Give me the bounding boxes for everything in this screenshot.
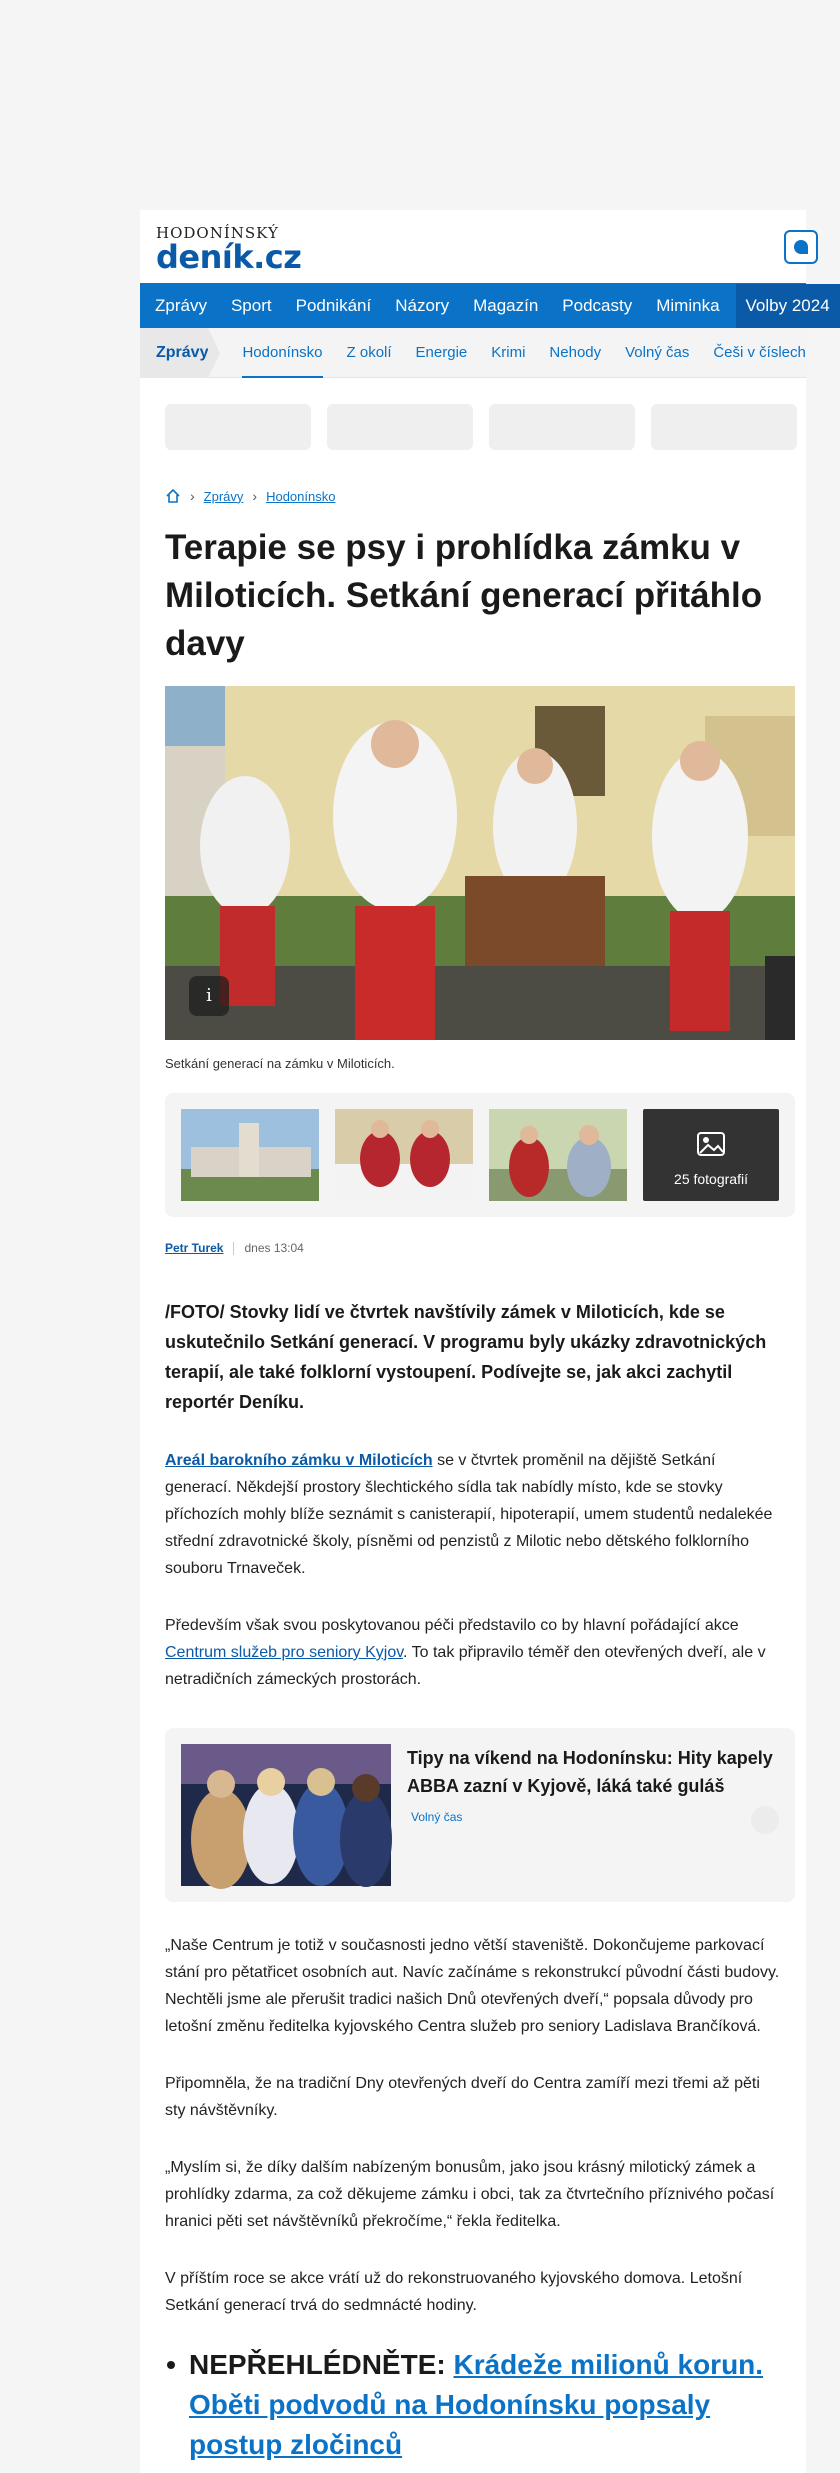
ad-slot [489, 404, 635, 450]
publish-time: dnes 13:04 [244, 1241, 304, 1255]
home-icon[interactable] [165, 488, 181, 504]
related-article-card[interactable] [165, 1728, 795, 1902]
article-paragraph [165, 1447, 781, 1582]
breadcrumb-zpravy[interactable]: Zprávy [203, 488, 244, 504]
article-paragraph: „Naše Centrum je totiž v současnosti jedno větší staveniště. Dokončujeme parkovací stání pro pětatřicet osobních aut. Navíc začínáme s rekonstrukcí původní části budovy. Nechtěli jsme ale přerušit tradici našich Dnů otevřených dveří,“ popsala důvody pro letošní změnu ředitelka kyjovského Centra služeb pro seniory Ladislava Brančíková. [165, 1937, 780, 2035]
author-link[interactable]: Petr Turek [165, 1241, 224, 1255]
nav-item-volby[interactable]: Volby 2024 [736, 284, 840, 328]
article-paragraph [165, 1612, 781, 1693]
chevron-right-icon: › [252, 488, 258, 504]
sub-nav-section[interactable]: Zprávy [140, 328, 208, 378]
nav-item-sport[interactable]: Sport [230, 295, 272, 315]
hero-image[interactable] [165, 686, 795, 1040]
breadcrumb [165, 488, 806, 504]
sub-nav-item-energie[interactable]: Energie [415, 343, 468, 361]
dont-miss-link[interactable]: Krádeže milionů korun. Oběti podvodů na Hodonínsku popsaly postup zločinců [189, 2349, 764, 2460]
senior-center-link[interactable]: Centrum služeb pro seniory Kyjov [165, 1644, 404, 1661]
paragraph-text: Především však svou poskytovanou péči představilo co by hlavní pořádající akce [165, 1617, 739, 1634]
nav-item-magazin[interactable]: Magazín [473, 295, 539, 315]
sub-nav-item-nehody[interactable]: Nehody [549, 343, 602, 361]
ad-placeholders [165, 404, 806, 450]
related-article-title[interactable]: Tipy na víkend na Hodonínsku: Hity kapely ABBA zazní v Kyjově, láká také guláš [407, 1748, 773, 1796]
user-menu-button[interactable] [784, 230, 818, 264]
logo-region-text: HODONÍNSKÝ [156, 224, 279, 242]
ad-slot [651, 404, 797, 450]
image-icon [696, 1131, 726, 1157]
sub-nav-item-hodoninsko[interactable]: Hodonínsko [242, 328, 322, 378]
nav-item-miminka[interactable]: Miminka [656, 295, 720, 315]
article-meta [165, 1241, 806, 1255]
logo-brand-text: deník.cz [156, 238, 302, 276]
info-icon[interactable]: i [189, 976, 229, 1016]
castle-link[interactable]: Areál barokního zámku v Miloticích [165, 1452, 433, 1469]
main-nav [140, 283, 830, 328]
site-logo[interactable] [156, 224, 302, 276]
article-paragraph: Připomněla, že na tradiční Dny otevřených dveří do Centra zamíří mezi třemi až pěti sty návštěvníky. [165, 2075, 760, 2119]
chevron-right-icon: › [190, 488, 195, 504]
sub-nav-item-z-okoli[interactable]: Z okolí [346, 343, 392, 361]
nav-item-podnikani[interactable]: Podnikání [295, 295, 372, 315]
gallery-more-button[interactable] [643, 1109, 779, 1201]
article-paragraph: „Myslím si, že díky dalším nabízeným bonusům, jako jsou krásný milotický zámek a prohlídky zdarma, za což děkujeme zámku i obci, tak za čtvrtečního příznivého počasí hranici pěti set návštěvníků překročíme,“ řekla ředitelka. [165, 2159, 775, 2230]
dont-miss-label: NEPŘEHLÉDNĚTE: [189, 2349, 454, 2380]
article-perex: /FOTO/ Stovky lidí ve čtvrtek navštívily zámek v Miloticích, kde se uskutečnilo Setkání generací. V programu byly ukázky zdravotnických terapií, ale také folklorní vystoupení. Podívejte se, jak akci zachytil reportér Deníku. [165, 1302, 767, 1412]
arrow-right-icon [751, 1806, 779, 1834]
photo-gallery [165, 1093, 795, 1217]
sub-nav-item-volny-cas[interactable]: Volný čas [625, 343, 690, 361]
image-caption: Setkání generací na zámku v Miloticích. [165, 1056, 395, 1071]
sub-nav-item-krimi[interactable]: Krimi [491, 343, 526, 361]
paragraph-text: se v čtvrtek proměnil na dějiště Setkání generací. Někdejší prostory šlechtického sídla tak nabídly místo, kde se stovky příchozích mohly blíže seznámit s canisterapií, hipoterapií, umem studentů nedalekée střední zdravotnické školy, písněmi od penzistů z Milotic nebo dětského folklorního souboru Trnaveček. [165, 1452, 773, 1577]
divider [233, 1242, 234, 1255]
page [140, 210, 830, 2473]
paragraph-text: . To tak připravilo téměř den otevřených dveří, ale v netradičních zámeckých prostorách. [165, 1644, 766, 1688]
site-header [140, 210, 806, 283]
chat-icon [794, 240, 808, 254]
sub-nav-item-cesi-v-cislech[interactable]: Češi v číslech [713, 343, 806, 361]
article-title: Terapie se psy i prohlídka zámku v Miloticích. Setkání generací přitáhlo davy [165, 528, 763, 663]
ad-slot [327, 404, 473, 450]
nav-item-podcasty[interactable]: Podcasty [562, 295, 633, 315]
hero-photo [165, 686, 795, 1040]
article-paragraph: V příštím roce se akce vrátí už do rekonstruovaného kyjovského domova. Letošní Setkání generací trvá do sedmnácté hodiny. [165, 2270, 743, 2314]
nav-item-nazory[interactable]: Názory [395, 295, 450, 315]
gallery-thumb[interactable] [335, 1109, 473, 1201]
nav-item-zpravy[interactable]: Zprávy [155, 295, 207, 315]
breadcrumb-hodoninsko[interactable]: Hodonínsko [266, 488, 336, 504]
gallery-count: 25 fotografií [674, 1171, 748, 1187]
gallery-thumb[interactable] [181, 1109, 319, 1201]
gallery-thumb[interactable] [489, 1109, 627, 1201]
sub-nav [140, 328, 806, 378]
ad-slot [165, 404, 311, 450]
related-article-image [181, 1744, 391, 1886]
related-article-category[interactable]: Volný čas [411, 1810, 463, 1824]
dont-miss-item [165, 2345, 786, 2465]
